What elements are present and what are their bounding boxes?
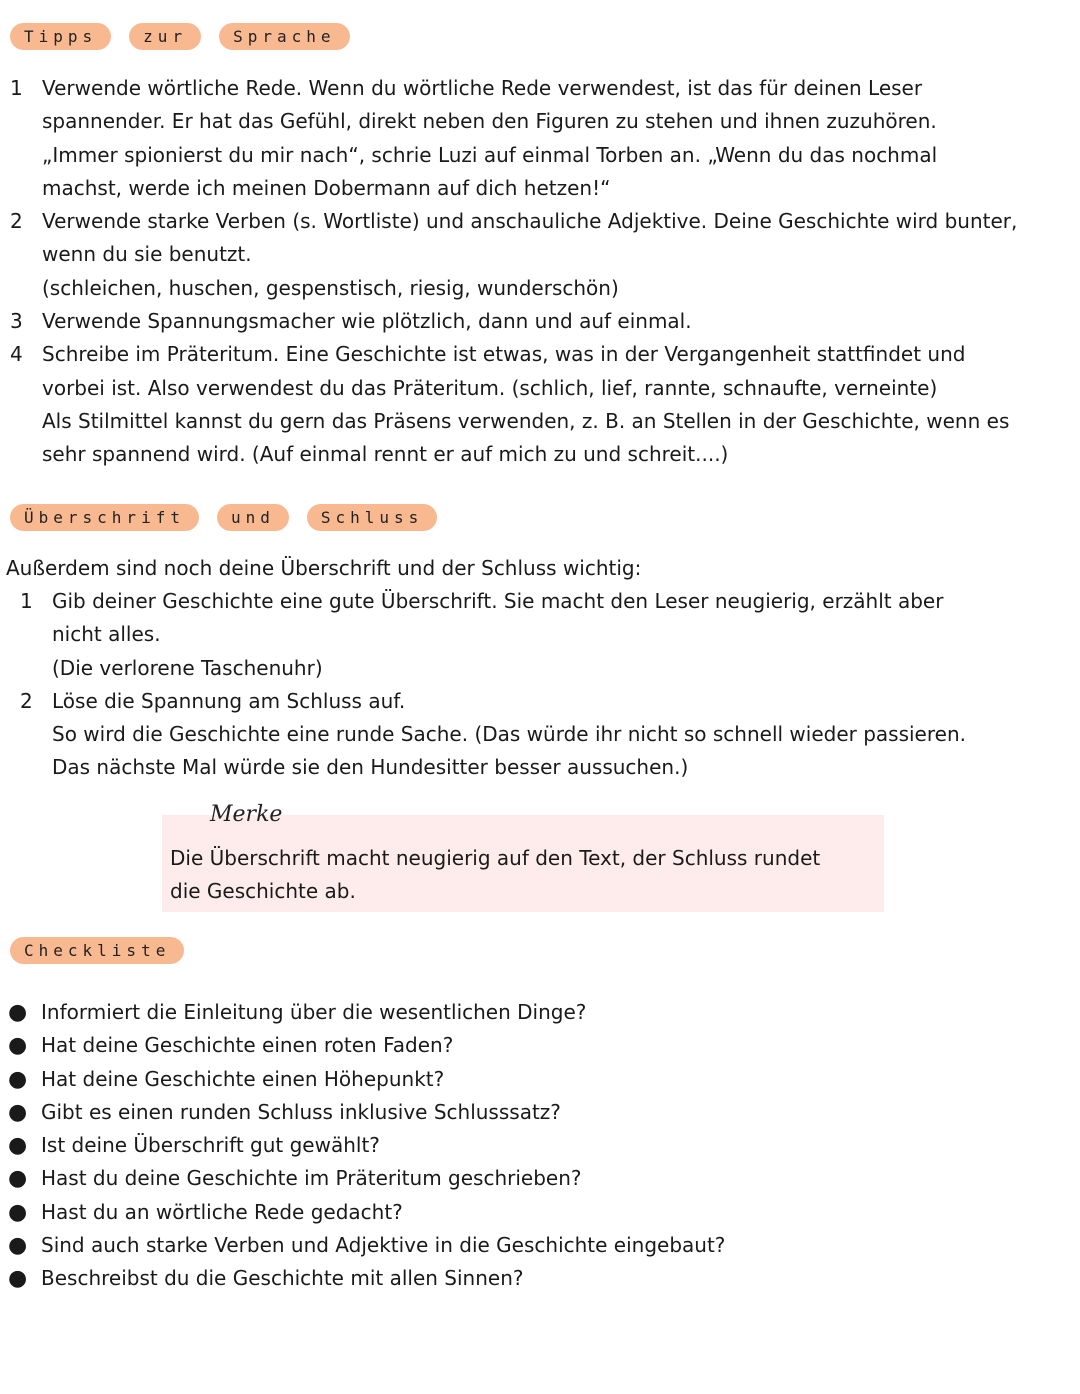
- checklist-item: [8, 996, 725, 1029]
- heading-word: Tipps: [10, 23, 111, 50]
- line: So wird die Geschichte eine runde Sache. (Das würde ihr nicht so schnell wieder passieren.: [52, 722, 966, 747]
- list-item: [10, 72, 1066, 205]
- line: sehr spannend wird. (Auf einmal rennt er auf mich zu und schreit....): [42, 442, 729, 467]
- bullet-icon: ●: [8, 1199, 28, 1225]
- heading-tipps-zur-sprache: [10, 16, 368, 56]
- note-line: die Geschichte ab.: [170, 879, 356, 903]
- line: Verwende Spannungsmacher wie plötzlich, dann und auf einmal.: [42, 309, 692, 334]
- checklist-text: Beschreibst du die Geschichte mit allen Sinnen?: [41, 1266, 524, 1291]
- merke-label: Merke: [210, 802, 283, 827]
- heading-word: Schluss: [307, 504, 437, 531]
- checklist-text: Sind auch starke Verben und Adjektive in die Geschichte eingebaut?: [41, 1233, 726, 1258]
- note-line: Die Überschrift macht neugierig auf den Text, der Schluss rundet: [170, 846, 821, 870]
- list-item: [10, 205, 1066, 305]
- checklist-text: Hat deine Geschichte einen roten Faden?: [41, 1033, 454, 1058]
- list-item: [10, 305, 1066, 338]
- line: Gib deiner Geschichte eine gute Überschrift. Sie macht den Leser neugierig, erzählt aber: [52, 589, 944, 613]
- checklist-item: [8, 1129, 725, 1162]
- bullet-icon: ●: [8, 1033, 28, 1059]
- merke-box: [162, 815, 884, 912]
- checklist: [8, 996, 725, 1296]
- checklist-text: Ist deine Überschrift gut gewählt?: [41, 1133, 380, 1158]
- list-item: [10, 338, 1066, 471]
- line: „Immer spionierst du mir nach“, schrie Luzi auf einmal Torben an. „Wenn du das nochmal: [42, 142, 938, 167]
- line: Das nächste Mal würde sie den Hundesitter besser aussuchen.): [52, 755, 689, 780]
- heading-word: Checkliste: [10, 937, 184, 964]
- line: Als Stilmittel kannst du gern das Präsens verwenden, z. B. an Stellen in der Geschichte, wenn es: [42, 408, 1010, 433]
- checklist-item: [8, 1096, 725, 1129]
- heading-word: und: [217, 504, 289, 531]
- item-number: 2: [20, 688, 33, 713]
- bullet-icon: ●: [8, 1066, 28, 1092]
- checklist-item: [8, 1229, 725, 1262]
- line: Löse die Spannung am Schluss auf.: [52, 688, 406, 713]
- line: spannender. Er hat das Gefühl, direkt neben den Figuren zu stehen und ihnen zuzuhören.: [42, 109, 937, 134]
- line: Verwende wörtliche Rede. Wenn du wörtliche Rede verwendest, ist das für deinen Leser: [42, 76, 923, 100]
- heading-word: zur: [129, 23, 201, 50]
- list-item: [20, 585, 1066, 685]
- heading-ueberschrift-und-schluss: [10, 497, 455, 537]
- item-number: 2: [10, 209, 23, 234]
- line: nicht alles.: [52, 622, 161, 647]
- schluss-list: [20, 585, 1066, 785]
- checklist-item: [8, 1196, 725, 1229]
- item-number: 1: [20, 589, 33, 613]
- bullet-icon: ●: [8, 1266, 28, 1292]
- checklist-item: [8, 1063, 725, 1096]
- checklist-text: Informiert die Einleitung über die wesentlichen Dinge?: [41, 1000, 587, 1024]
- line: Verwende starke Verben (s. Wortliste) und anschauliche Adjektive. Deine Geschichte wird bunter,: [42, 209, 1018, 234]
- heading-checkliste: [10, 930, 202, 970]
- checklist-text: Hat deine Geschichte einen Höhepunkt?: [41, 1066, 445, 1091]
- bullet-icon: ●: [8, 1099, 28, 1125]
- bullet-icon: ●: [8, 1133, 28, 1159]
- line: Schreibe im Präteritum. Eine Geschichte ist etwas, was in der Vergangenheit stattfindet und: [42, 342, 966, 367]
- line: (schleichen, huschen, gespenstisch, riesig, wunderschön): [42, 275, 619, 300]
- line: machst, werde ich meinen Dobermann auf dich hetzen!“: [42, 175, 611, 200]
- checklist-text: Gibt es einen runden Schluss inklusive Schlusssatz?: [41, 1099, 561, 1124]
- checklist-text: Hast du an wörtliche Rede gedacht?: [41, 1199, 403, 1224]
- bullet-icon: ●: [8, 1000, 28, 1025]
- item-number: 3: [10, 309, 23, 334]
- line: vorbei ist. Also verwendest du das Präteritum. (schlich, lief, rannte, schnaufte, verneinte): [42, 375, 938, 400]
- heading-word: Sprache: [219, 23, 349, 50]
- checklist-text: Hast du deine Geschichte im Präteritum geschrieben?: [41, 1166, 582, 1191]
- line: (Die verlorene Taschenuhr): [52, 655, 323, 680]
- list-item: [20, 685, 1066, 785]
- item-number: 4: [10, 342, 23, 367]
- heading-word: Überschrift: [10, 504, 199, 531]
- bullet-icon: ●: [8, 1233, 28, 1259]
- line: wenn du sie benutzt.: [42, 242, 252, 267]
- item-number: 1: [10, 76, 23, 100]
- checklist-item: [8, 1262, 725, 1295]
- schluss-intro: Außerdem sind noch deine Überschrift und der Schluss wichtig:: [6, 556, 642, 580]
- checklist-item: [8, 1162, 725, 1195]
- checklist-item: [8, 1029, 725, 1062]
- bullet-icon: ●: [8, 1166, 28, 1192]
- sprache-list: [10, 72, 1066, 472]
